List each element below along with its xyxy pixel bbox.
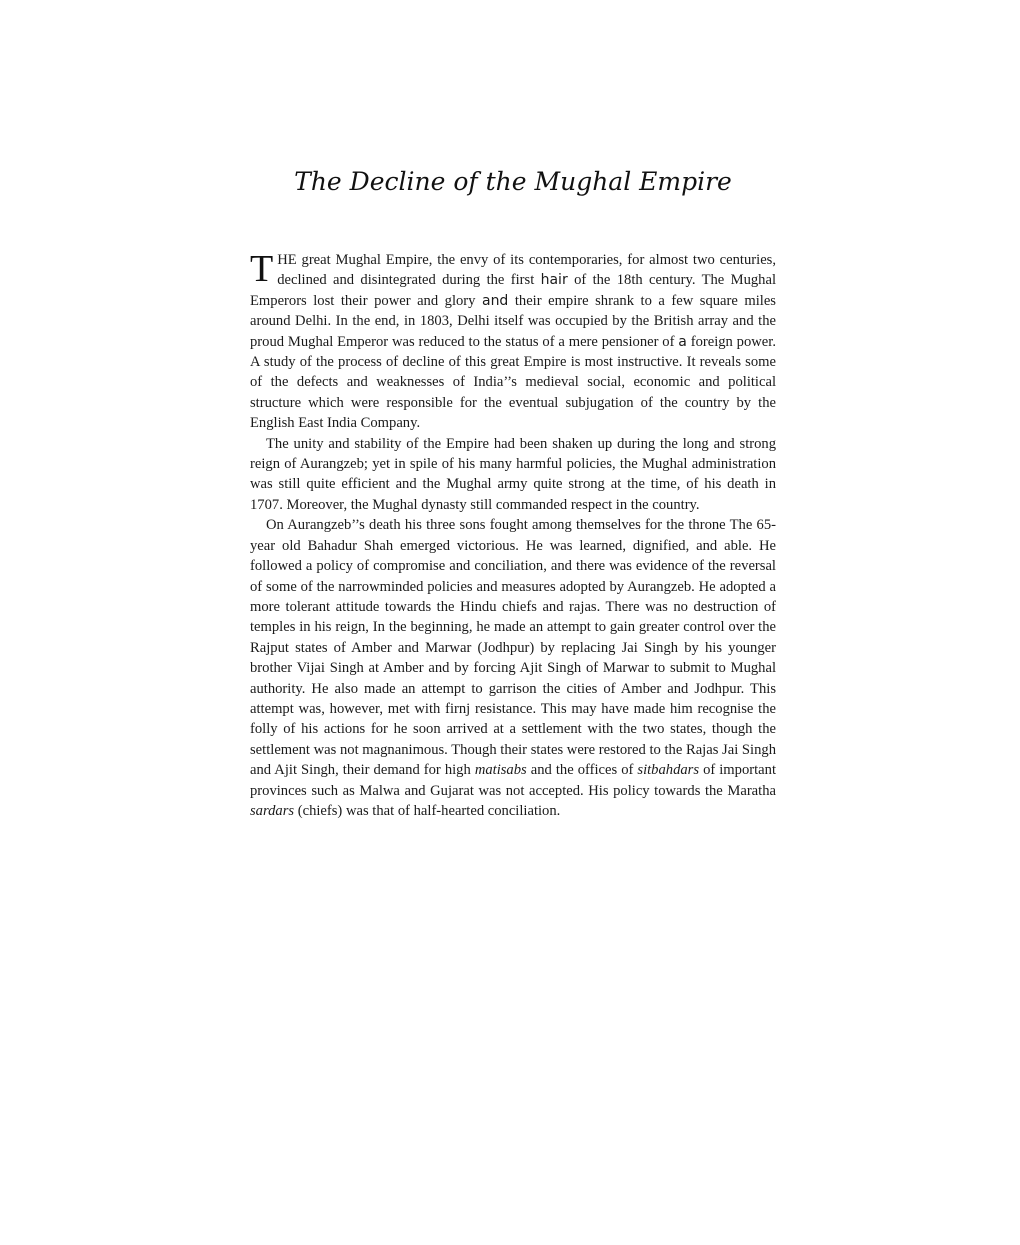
term-matisabs: matisabs <box>474 762 527 779</box>
term-sitbahdars: sitbahdars <box>637 762 700 779</box>
paragraph-3-text-a: On Aurangzeb’’s death his three sons fought among themselves for the throne The 65-year old Bahadur Shah emerged victorious. He was learned, dignified, and able. He followed a policy of compromise and conciliation, and there was evidence of the reversal of some of the narrowminded policies and measures adopted by Aurangzeb. He adopted a more tolerant attitude towards the Hindu chiefs and rajas. There was no destruction of temples in his reign, In the beginning, he made an attempt to gain greater control over the Rajput states of Amber and Marwar (Jodhpur) by replacing Jai Singh by his younger brother Vijai Singh at Amber and by forcing Ajit Singh of Marwar to submit to Mughal authority. He also made an attempt to garrison the cities of Amber and Jodhpur. This attempt was, however, met with firnj resistance. This may have made him recognise the folly of his actions for he soon arrived at a settlement with the two states, though the settlement was not magnanimous. Though their states were restored to the Rajas Jai Singh and Ajit Singh, their demand for high <box>250 517 776 779</box>
paragraph-1-text-d: foreign power. A study of the process of decline of this great Empire is most instructive. It reveals some of the defects and weaknesses of India’’s medieval social, economic and political structure which were responsible for the eventual subjugation of the country by the English East India Company. <box>250 333 776 432</box>
paragraph-1-text-b: of the 18th century. The Mughal Emperors lost their power and glory <box>250 272 776 309</box>
paragraph-1 <box>250 250 776 434</box>
paragraph-3-text-d: (chiefs) was that of half-hearted conciliation. <box>294 802 561 819</box>
paragraph-3-text-b: and the offices of <box>526 762 638 779</box>
term-sardars: sardars <box>250 802 295 819</box>
chapter-body <box>250 250 776 821</box>
paragraph-2: The unity and stability of the Empire had been shaken up during the long and strong reign of Aurangzeb; yet in spile of his many harmful policies, the Mughal administration was still quite efficient and the Mughal army quite strong at the time, of his death in 1707. Moreover, the Mughal dynasty still commanded respect in the country. <box>250 435 776 513</box>
word-a: a <box>678 333 687 350</box>
word-hair: hair <box>540 272 568 289</box>
drop-cap: T <box>250 248 274 290</box>
paragraph-1-text-a: HE great Mughal Empire, the envy of its contemporaries, for almost two centuries, declined and disintegrated during the first <box>277 252 776 289</box>
chapter-title: The Decline of the Mughal Empire <box>294 167 732 196</box>
word-and: and <box>481 292 509 309</box>
paragraph-3-text-c: of important provinces such as Malwa and Gujarat was not accepted. His policy towards the Maratha <box>250 762 776 799</box>
paragraph-1-text-c: their empire shrank to a few square miles around Delhi. In the end, in 1803, Delhi itself was occupied by the British array and the proud Mughal Emperor was reduced to the status of a mere pensioner of <box>250 292 776 350</box>
paragraph-3 <box>250 515 776 821</box>
